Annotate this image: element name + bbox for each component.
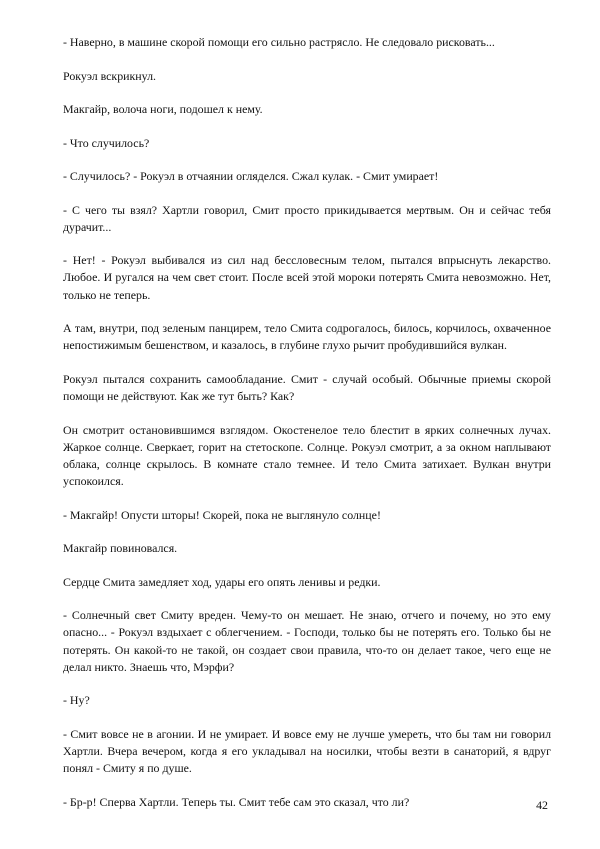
paragraph: Рокуэл пытался сохранить самообладание. Смит - случай особый. Обычные приемы скорой помощи не действуют. Как же тут быть? Как? [63,371,551,404]
paragraph: - Ну? [63,693,90,708]
paragraph: - Случилось? - Рокуэл в отчаянии огляделся. Сжал кулак. - Смит умирает! [63,169,439,183]
paragraph: - Нет! - Рокуэл выбивался из сил над бессловесным телом, пытался впрыснуть лекарство. Любое. И ругался на чем свет стоит. После всей этой мороки потерять Смита невозможно. Нет, только не теперь. [63,253,551,302]
paragraph: Макгайр, волоча ноги, подошел к нему. [63,102,263,116]
paragraph: - Наверно, в машине скорой помощи его сильно растрясло. Не следовало рисковать... [63,35,495,49]
paragraph: - Солнечный свет Смиту вреден. Чему-то он мешает. Не знаю, отчего и почему, но это ему опасно... - Рокуэл вздыхает с облегчением. - Господи, только бы не потерять его. Только бы не потерять. Он какой-то не такой, он создает свои правила, что-то он делает такое, чего еще не делал никто. Знаешь что, Мэрфи? [63,608,551,674]
paragraph: А там, внутри, под зеленым панцирем, тело Смита содрогалось, билось, корчилось, охваченное непостижимым бешенством, и казалось, в глубине глухо рычит пробудившийся вулкан. [63,321,551,353]
paragraph: Рокуэл вскрикнул. [63,68,156,83]
paragraph: - С чего ты взял? Хартли говорил, Смит просто прикидывается мертвым. Он и сейчас тебя дурачит... [63,202,551,234]
paragraph: - Бр-р! Сперва Хартли. Теперь ты. Смит тебе сам это сказал, что ли? [63,794,410,809]
paragraph: - Макгайр! Опусти шторы! Скорей, пока не выглянуло солнце! [63,507,381,522]
paragraph: Сердце Смита замедляет ход, удары его опять ленивы и редки. [63,574,381,589]
paragraph: - Что случилось? [63,135,150,150]
paragraph: Он смотрит остановившимся взглядом. Окостенелое тело блестит в ярких солнечных лучах. Жаркое солнце. Сверкает, горит на стетоскопе. Солнце. Рокуэл смотрит, а за окном наплывают облака, солнце скрылось. В комнате стало темнее. И тело Смита затихает. Вулкан внутри успокоился. [63,422,551,489]
text-body [63,34,551,827]
paragraph: Макгайр повиновался. [63,541,178,556]
paragraph: - Смит вовсе не в агонии. И не умирает. И вовсе ему не лучше умереть, что бы там ни говорил Хартли. Вчера вечером, когда я его укладывал на носилки, чтобы везти в санаторий, я вдруг понял - Смиту я по душе. [63,726,551,776]
page-number: 42 [536,798,548,812]
